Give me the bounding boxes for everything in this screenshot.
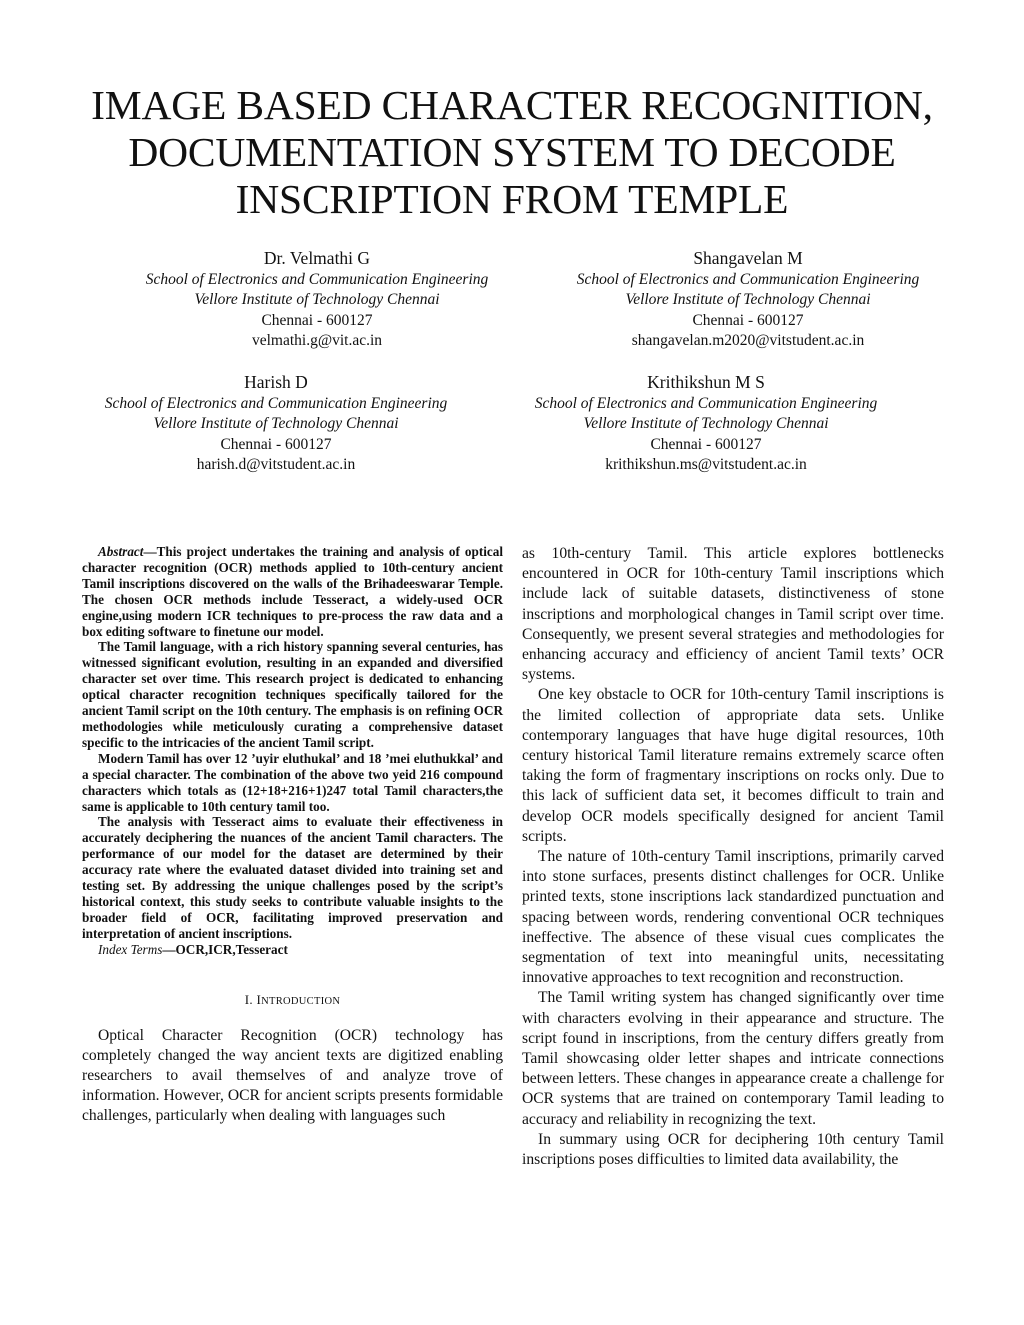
section-title-initial: I xyxy=(256,991,262,1007)
body-paragraph: Optical Character Recognition (OCR) technology has completely changed the way ancient texts are digitized enabling researchers to avail themselves of and analyze trove of information. However, OCR for ancient scripts presents formidable challenges, particularly when dealing with languages such xyxy=(82,1026,503,1125)
author-email: krithikshun.ms@vitstudent.ac.in xyxy=(605,455,807,473)
author-department: School of Electronics and Communication Engineering xyxy=(534,395,878,412)
author-name: Shangavelan M xyxy=(693,248,803,268)
author-institution: Vellore Institute of Technology Chennai xyxy=(625,291,871,309)
paper-title xyxy=(60,82,964,223)
author-name: Dr. Velmathi G xyxy=(263,248,371,268)
section-number: I. xyxy=(244,991,253,1007)
index-terms-label: Index Terms xyxy=(98,941,163,957)
author-city: Chennai - 600127 xyxy=(220,435,332,453)
abstract-paragraph: The Tamil language, with a rich history spanning several centuries, has witnessed significant evolution, resulting in an expanded and diversified character set over time. This research project is dedicated to enhancing optical character recognition techniques specifically tailored for the ancient Tamil script on the 10th century. The emphasis is on refining OCR methodologies while meticulously curating a comprehensive dataset specific to the intricacies of the ancient Tamil script. xyxy=(82,639,503,750)
author-block-harish xyxy=(56,371,496,475)
left-column xyxy=(82,544,503,1127)
author-city: Chennai - 600127 xyxy=(261,311,373,329)
index-terms xyxy=(82,942,503,958)
abstract-paragraph: The analysis with Tesseract aims to evaluate their effectiveness in accurately deciphering the nuances of the ancient Tamil characters. The performance of our model for the dataset are determined by their accuracy rate where the evaluated dataset divided into training set and testing set. By addressing the unique challenges posed by the script’s historical context, this study seeks to contribute valuable insights to the broader field of OCR, facilitating improved preservation and interpretation of ancient inscriptions. xyxy=(82,814,503,941)
author-block-velmathi xyxy=(97,247,537,351)
title-line: IMAGE BASED CHARACTER RECOGNITION, xyxy=(91,82,933,128)
body-paragraph: One key obstacle to OCR for 10th-century Tamil inscriptions is the limited collection of appropriate data sets. Unlike contemporary languages that have huge digital resources, 10th century historical Tamil literature remains extremely scarce often taking the form of fragmentary inscriptions on rocks only. Due to this lack of sufficient data set, it becomes difficult to train and develop OCR models specifically designed for ancient Tamil scripts. xyxy=(522,686,944,845)
title-line: INSCRIPTION FROM TEMPLE xyxy=(235,176,789,222)
index-terms-text: —OCR,ICR,Tesseract xyxy=(162,941,288,957)
abstract-paragraph: Modern Tamil has over 12 ’uyir eluthukal’ and 18 ’mei eluthukkal’ and a special character. The combination of the above two yeid 216 compound characters which totals as (12+18+216+1)247 total Tamil characters,the same is applicable to 10th century tamil too. xyxy=(82,750,503,814)
author-email: harish.d@vitstudent.ac.in xyxy=(196,455,356,473)
body-paragraph: The Tamil writing system has changed significantly over time with characters evolving in their appearance and structure. The script found in inscriptions, from the century differs greatly from Tamil showcasing older letter shapes and intricate connections between letters. These changes in appearance create a challenge for OCR systems that are trained on contemporary Tamil leading to accuracy and reliability in recognizing the text. xyxy=(522,989,944,1128)
author-block-krithikshun xyxy=(486,371,926,475)
author-name: Krithikshun M S xyxy=(647,372,765,392)
author-name: Harish D xyxy=(244,372,308,392)
author-department: School of Electronics and Communication Engineering xyxy=(576,271,920,288)
author-department: School of Electronics and Communication Engineering xyxy=(145,271,489,288)
right-column xyxy=(522,544,944,1170)
body-paragraph: as 10th-century Tamil. This article explores bottlenecks encountered in OCR for 10th-century Tamil inscriptions which include lack of suitable datasets, distinctiveness of stone inscriptions and morphological changes in Tamil script over time. Consequently, we present several strategies and methodologies for enhancing accuracy and efficiency of ancient Tamil texts’ OCR systems. xyxy=(522,545,944,684)
author-city: Chennai - 600127 xyxy=(692,311,804,329)
author-email: shangavelan.m2020@vitstudent.ac.in xyxy=(631,331,865,349)
author-institution: Vellore Institute of Technology Chennai xyxy=(153,415,399,433)
author-institution: Vellore Institute of Technology Chennai xyxy=(583,415,829,433)
body-paragraph: In summary using OCR for deciphering 10th century Tamil inscriptions poses difficulties to limited data availability, the xyxy=(522,1130,944,1169)
body-paragraph: The nature of 10th-century Tamil inscriptions, primarily carved into stone surfaces, presents distinct challenges for OCR. Unlike printed texts, stone inscriptions lack standardized punctuation and spacing between words, rendering conventional OCR techniques ineffective. The absence of these visual cues complicates the segmentation of text into meaningful units, necessitating innovative approaches to text recognition and reconstruction. xyxy=(522,848,944,987)
section-heading-introduction xyxy=(82,992,503,1008)
abstract xyxy=(82,544,503,958)
author-department: School of Electronics and Communication Engineering xyxy=(104,395,448,412)
author-email: velmathi.g@vit.ac.in xyxy=(251,331,383,349)
introduction-body xyxy=(82,1026,503,1127)
author-institution: Vellore Institute of Technology Chennai xyxy=(194,291,440,309)
section-title-rest: NTRODUCTION xyxy=(261,995,341,1007)
abstract-label: Abstract xyxy=(98,544,144,559)
author-block-shangavelan xyxy=(528,247,968,351)
author-city: Chennai - 600127 xyxy=(650,435,762,453)
title-line: DOCUMENTATION SYSTEM TO DECODE xyxy=(128,129,896,175)
abstract-paragraph: Abstract—This project undertakes the training and analysis of optical character recognition (OCR) methods applied to 10th-century ancient Tamil inscriptions discovered on the walls of the Brihadeeswarar Temple. The chosen OCR methods include Tesseract, a widely-used OCR engine,using modern ICR techniques to pre-process the raw data and a box editing software to finetune our model. xyxy=(82,544,503,639)
